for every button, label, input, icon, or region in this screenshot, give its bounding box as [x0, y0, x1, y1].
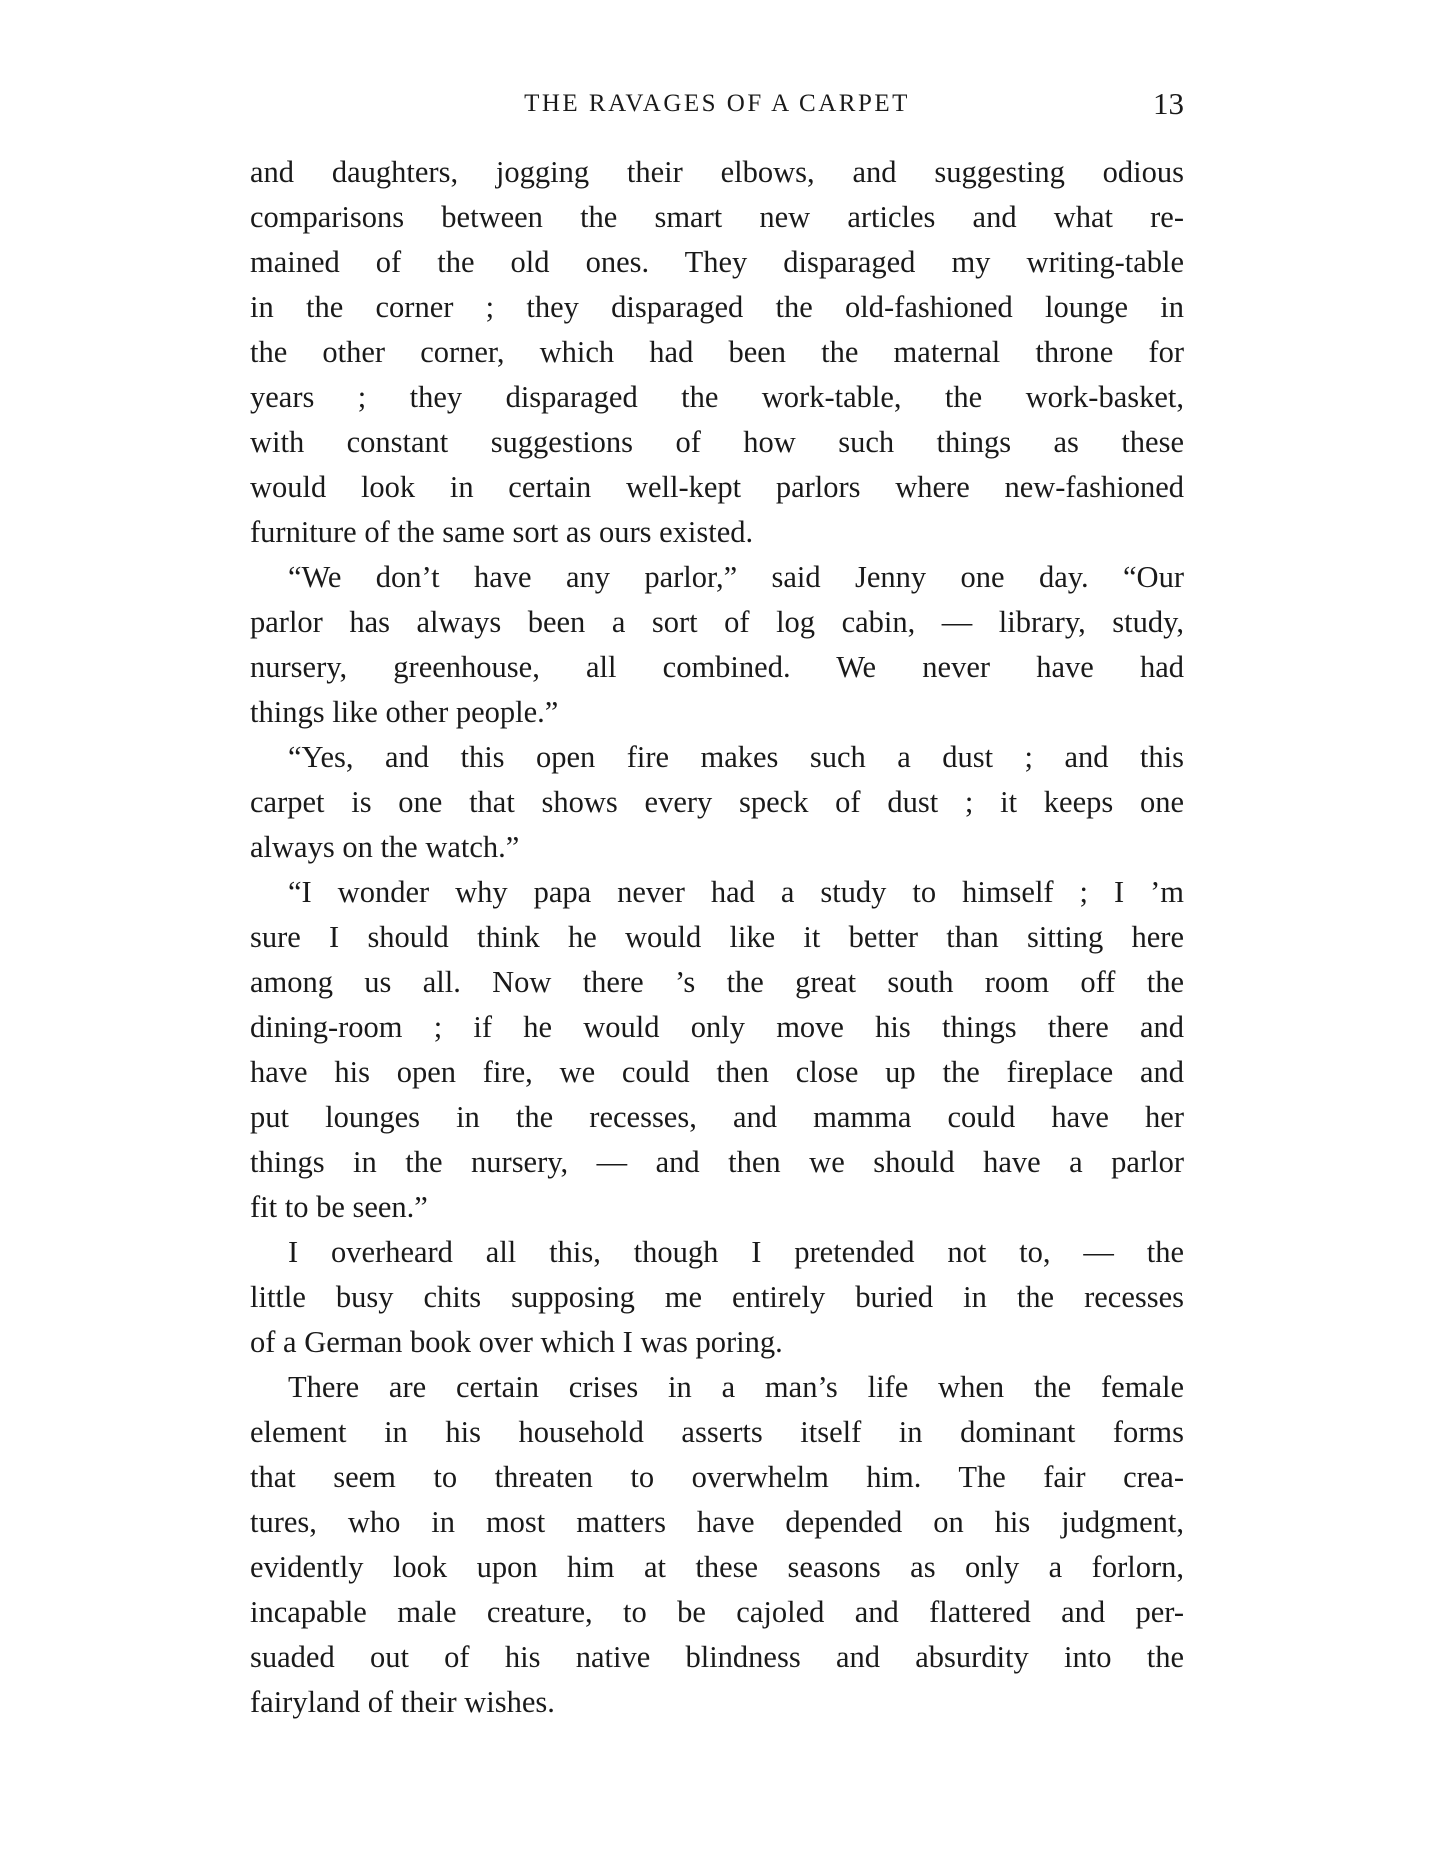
paragraph — [250, 1365, 1184, 1725]
running-title: THE RAVAGES OF A CARPET — [524, 90, 910, 117]
text-line: little busy chits supposing me entirely buried in the recesses — [250, 1280, 1184, 1314]
text-line: of a German book over which I was poring. — [250, 1325, 783, 1359]
text-line: “Yes, and this open fire makes such a dust ; and this — [288, 740, 1184, 774]
text-line: and daughters, jogging their elbows, and suggesting odious — [250, 155, 1184, 189]
text-line: “I wonder why papa never had a study to himself ; I ’m — [288, 875, 1184, 909]
text-line: sure I should think he would like it better than sitting here — [250, 920, 1184, 954]
text-line: carpet is one that shows every speck of dust ; it keeps one — [250, 785, 1184, 819]
paragraph — [250, 870, 1184, 1230]
text-line: tures, who in most matters have depended on his judgment, — [250, 1505, 1184, 1539]
paragraph — [250, 735, 1184, 870]
page-number: 13 — [1153, 86, 1184, 121]
text-line: always on the watch.” — [250, 830, 520, 864]
text-line: parlor has always been a sort of log cabin, — library, study, — [250, 605, 1184, 639]
body-text — [250, 150, 1184, 1725]
text-line: There are certain crises in a man’s life when the female — [288, 1370, 1184, 1404]
text-line: things like other people.” — [250, 695, 559, 729]
text-line: would look in certain well-kept parlors where new-fashioned — [250, 470, 1184, 504]
text-line: have his open fire, we could then close up the fireplace and — [250, 1055, 1184, 1089]
text-line: mained of the old ones. They disparaged my writing-table — [250, 245, 1184, 279]
text-line: suaded out of his native blindness and absurdity into the — [250, 1640, 1184, 1674]
text-line: element in his household asserts itself in dominant forms — [250, 1415, 1184, 1449]
paragraph — [250, 1230, 1184, 1365]
text-line: nursery, greenhouse, all combined. We never have had — [250, 650, 1184, 684]
text-line: incapable male creature, to be cajoled and flattered and per- — [250, 1595, 1184, 1629]
text-line: with constant suggestions of how such things as these — [250, 425, 1184, 459]
text-line: fairyland of their wishes. — [250, 1685, 555, 1719]
text-line: the other corner, which had been the maternal throne for — [250, 335, 1184, 369]
text-line: years ; they disparaged the work-table, the work-basket, — [250, 380, 1184, 414]
text-line: put lounges in the recesses, and mamma could have her — [250, 1100, 1184, 1134]
paragraph — [250, 150, 1184, 555]
text-line: “We don’t have any parlor,” said Jenny one day. “Our — [288, 560, 1184, 594]
text-line: dining-room ; if he would only move his things there and — [250, 1010, 1184, 1044]
text-line: among us all. Now there ’s the great south room off the — [250, 965, 1184, 999]
running-head — [250, 84, 1184, 124]
text-line: comparisons between the smart new articles and what re- — [250, 200, 1184, 234]
text-line: things in the nursery, — and then we should have a parlor — [250, 1145, 1184, 1179]
text-line: that seem to threaten to overwhelm him. The fair crea- — [250, 1460, 1184, 1494]
text-line: I overheard all this, though I pretended not to, — the — [288, 1235, 1184, 1269]
text-line: fit to be seen.” — [250, 1190, 428, 1224]
text-line: furniture of the same sort as ours existed. — [250, 515, 754, 549]
text-line: in the corner ; they disparaged the old-fashioned lounge in — [250, 290, 1184, 324]
paragraph — [250, 555, 1184, 735]
text-line: evidently look upon him at these seasons as only a forlorn, — [250, 1550, 1184, 1584]
